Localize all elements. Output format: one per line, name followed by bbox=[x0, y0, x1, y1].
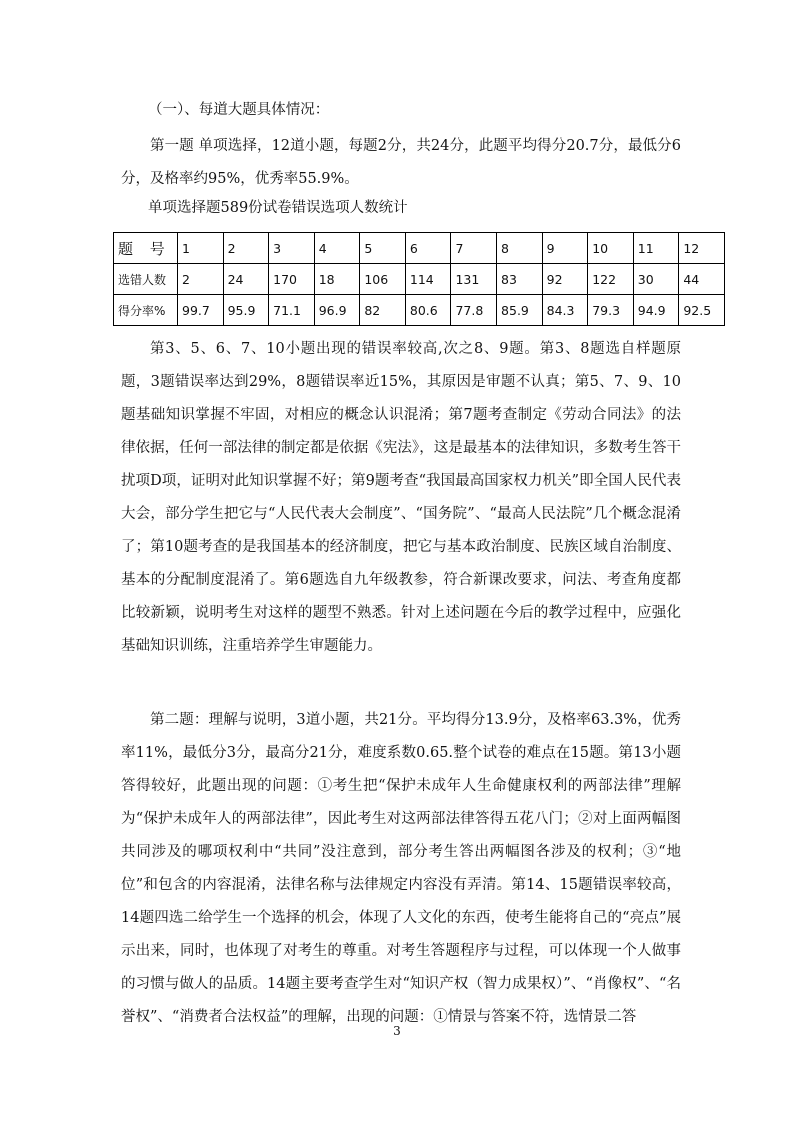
table-cell: 79.3 bbox=[588, 295, 634, 326]
table-cell: 3 bbox=[269, 233, 315, 264]
q2-paragraph: 第二题：理解与说明，3道小题，共21分。平均得分13.9分，及格率63.3%，优秀率11%，最低分3分，最高分21分，难度系数0.65.整个试卷的难点在15题。第13小题答得较好，此题出现的问题：①考生把“保护未成年人生命健康权利的两部法律”理解为“保护未成年人的两部法律”，因此考生对这两部法律答得五花八门；②对上面两幅图共同涉及的哪项权利中“共同”没注意到，部分考生答出两幅图各涉及的权利；③“地位”和包含的内容混淆，法律名称与法律规定内容没有弄清。第14、15题错误率较高，14题四选二给学生一个选择的机会，体现了人文化的东西，使考生能将自己的“亮点”展示出来，同时，也体现了对考生的尊重。对考生答题程序与过程，可以体现一个人做事的习惯与做人的品质。14题主要考查学生对“知识产权（智力成果权）”、“肖像权”、“名誉权”、“消费者合法权益”的理解，出现的问题：①情景与答案不符，选情景二答 bbox=[121, 712, 681, 1025]
table-cell: 95.9 bbox=[223, 295, 269, 326]
table-cell: 84.3 bbox=[542, 295, 588, 326]
error-stats-table bbox=[113, 232, 725, 326]
table-cell: 83 bbox=[497, 264, 543, 295]
table-cell: 6 bbox=[405, 233, 451, 264]
table-cell: 99.7 bbox=[178, 295, 224, 326]
table-cell: 30 bbox=[633, 264, 679, 295]
table-cell: 96.9 bbox=[314, 295, 360, 326]
table-cell: 170 bbox=[269, 264, 315, 295]
section-heading: （一）、每道大题具体情况： bbox=[148, 102, 330, 118]
table-cell: 1 bbox=[178, 233, 224, 264]
table-cell: 94.9 bbox=[633, 295, 679, 326]
table-row-question-numbers bbox=[114, 233, 725, 264]
table-cell: 122 bbox=[588, 264, 634, 295]
table-cell: 82 bbox=[360, 295, 406, 326]
table-caption: 单项选择题589份试卷错误选项人数统计 bbox=[148, 200, 408, 216]
table-cell: 4 bbox=[314, 233, 360, 264]
row-header: 题 号 bbox=[114, 233, 178, 264]
table-cell: 131 bbox=[451, 264, 497, 295]
page-number: 3 bbox=[393, 1024, 401, 1038]
table-row-wrong-counts bbox=[114, 264, 725, 295]
table-cell: 10 bbox=[588, 233, 634, 264]
table-cell: 77.8 bbox=[451, 295, 497, 326]
table-cell: 18 bbox=[314, 264, 360, 295]
table-cell: 2 bbox=[223, 233, 269, 264]
table-row-score-rates bbox=[114, 295, 725, 326]
table-cell: 7 bbox=[451, 233, 497, 264]
table-cell: 24 bbox=[223, 264, 269, 295]
row-header: 得分率% bbox=[114, 295, 178, 326]
table-cell: 114 bbox=[405, 264, 451, 295]
table-cell: 92.5 bbox=[679, 295, 725, 326]
table-cell: 80.6 bbox=[405, 295, 451, 326]
table-cell: 9 bbox=[542, 233, 588, 264]
table-cell: 12 bbox=[679, 233, 725, 264]
q1-paragraph: 第一题 单项选择，12道小题，每题2分，共24分，此题平均得分20.7分，最低分6分，及格率约95%，优秀率55.9%。 bbox=[121, 138, 681, 187]
table-cell: 106 bbox=[360, 264, 406, 295]
table-cell: 11 bbox=[633, 233, 679, 264]
table-cell: 44 bbox=[679, 264, 725, 295]
table-cell: 5 bbox=[360, 233, 406, 264]
table-cell: 92 bbox=[542, 264, 588, 295]
table-cell: 2 bbox=[178, 264, 224, 295]
table-cell: 8 bbox=[497, 233, 543, 264]
row-header: 选错人数 bbox=[114, 264, 178, 295]
analysis-paragraph: 第3、5、6、7、10小题出现的错误率较高,次之8、9题。第3、8题选自样题原题，3题错误率达到29%，8题错误率近15%，其原因是审题不认真；第5、7、9、10题基础知识掌握不牢固，对相应的概念认识混淆；第7题考查制定《劳动合同法》的法律依据，任何一部法律的制定都是依据《宪法》，这是最基本的法律知识，多数考生答干扰项D项，证明对此知识掌握不好；第9题考查“我国最高国家权力机关”即全国人民代表大会，部分学生把它与“人民代表大会制度”、“国务院”、“最高人民法院”几个概念混淆了；第10题考查的是我国基本的经济制度，把它与基本政治制度、民族区域自治制度、基本的分配制度混淆了。第6题选自九年级教参，符合新课改要求，问法、考查角度都比较新颖，说明考生对这样的题型不熟悉。针对上述问题在今后的教学过程中，应强化基础知识训练，注重培养学生审题能力。 bbox=[121, 341, 681, 654]
table-cell: 85.9 bbox=[497, 295, 543, 326]
table-cell: 71.1 bbox=[269, 295, 315, 326]
